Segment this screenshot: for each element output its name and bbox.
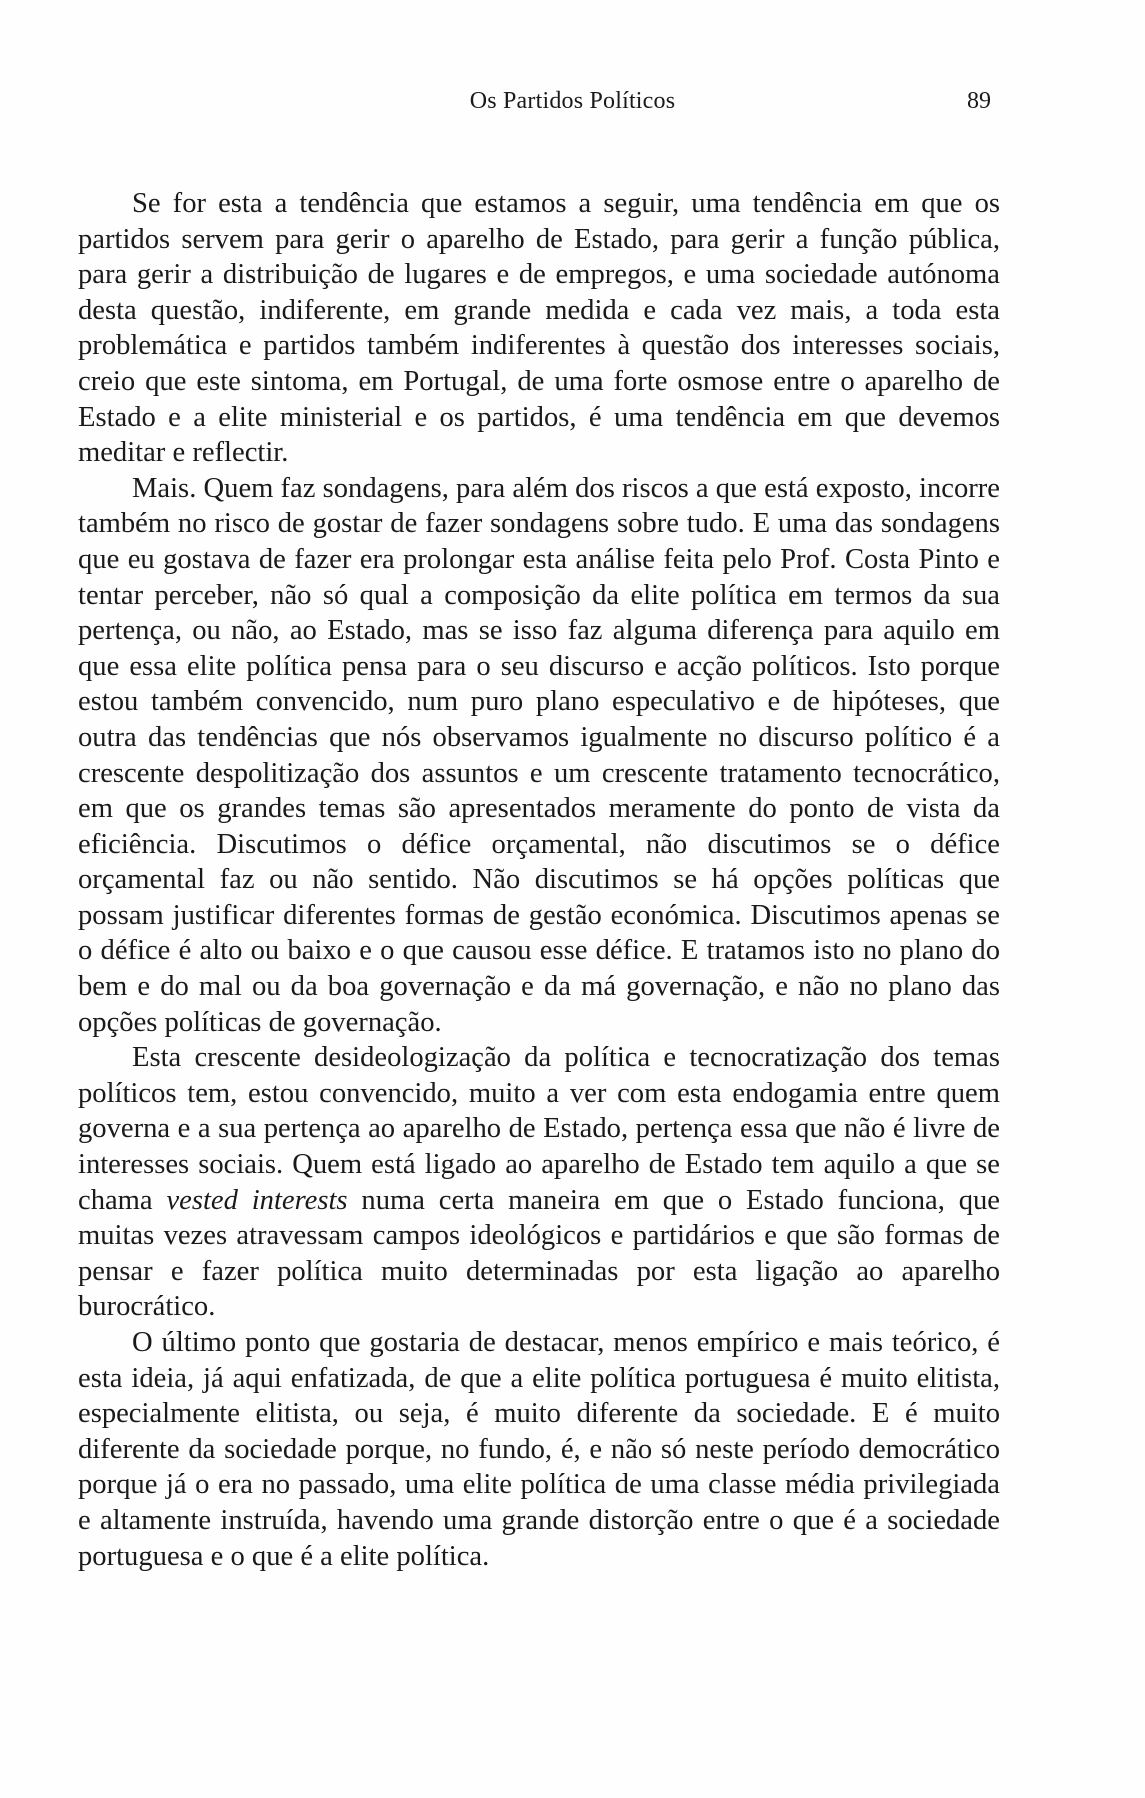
body-text (78, 186, 1000, 1574)
paragraph-1: Se for esta a tendência que estamos a seguir, uma tendência em que os partidos servem para gerir o aparelho de Estado, para gerir a função pública, para gerir a distribuição de lugares e de empregos, e uma sociedade autónoma desta questão, indiferente, em grande medida e cada vez mais, a toda esta problemática e partidos também indiferentes à questão dos interesses sociais, creio que este sintoma, em Portugal, de uma forte osmose entre o aparelho de Estado e a elite ministerial e os partidos, é uma tendência em que devemos meditar e reflectir. (78, 188, 1000, 469)
paragraph-3-text-before: Esta crescente desideologização da política e tecnocratização dos temas políticos tem, estou convencido, muito a ver com esta endogamia entre quem governa e a sua pertença ao aparelho de Estado, pertença essa que não é livre de interesses sociais. Quem está ligado ao aparelho de Estado tem aquilo a que se chama (78, 1042, 1000, 1216)
paragraph-3-text-after: numa certa maneira em que o Estado funciona, que muitas vezes atravessam campos ideológicos e partidários e que são formas de pensar e fazer política muito determinadas por esta ligação ao aparelho burocrático. (78, 1184, 1000, 1323)
running-header (0, 84, 1145, 118)
italic-term: vested interests (166, 1184, 348, 1216)
paragraph-3 (78, 1040, 1000, 1325)
page-number: 89 (967, 88, 991, 114)
paragraph-4: O último ponto que gostaria de destacar, menos empírico e mais teórico, é esta ideia, já aqui enfatizada, de que a elite política portuguesa é muito elitista, especialmente elitista, ou seja, é muito diferente da sociedade. E é muito diferente da sociedade porque, no fundo, é, e não só neste período democrático porque já o era no passado, uma elite política de uma classe média privilegiada e altamente instruída, havendo uma grande distorção entre o que é a sociedade portuguesa e o que é a elite política. (78, 1327, 1000, 1572)
running-title: Os Partidos Políticos (469, 88, 676, 114)
paragraph-2: Mais. Quem faz sondagens, para além dos riscos a que está exposto, incorre também no risco de gostar de fazer sondagens sobre tudo. E uma das sondagens que eu gostava de fazer era prolongar esta análise feita pelo Prof. Costa Pinto e tentar perceber, não só qual a composição da elite política em termos da sua pertença, ou não, ao Estado, mas se isso faz alguma diferença para aquilo em que essa elite política pensa para o seu discurso e acção políticos. Isto porque estou também convencido, num puro plano especulativo e de hipóteses, que outra das tendências que nós observamos igualmente no discurso político é a crescente despolitização dos assuntos e um crescente tratamento tecnocrático, em que os grandes temas são apresentados meramente do ponto de vista da eficiência. Discutimos o défice orçamental, não discutimos se o défice orçamental faz ou não sentido. Não discutimos se há opções políticas que possam justificar diferentes formas de gestão económica. Discutimos apenas se o défice é alto ou baixo e o que causou esse défice. E tratamos isto no plano do bem e do mal ou da boa governação e da má governação, e não no plano das opções políticas de governação. (78, 472, 1000, 1038)
